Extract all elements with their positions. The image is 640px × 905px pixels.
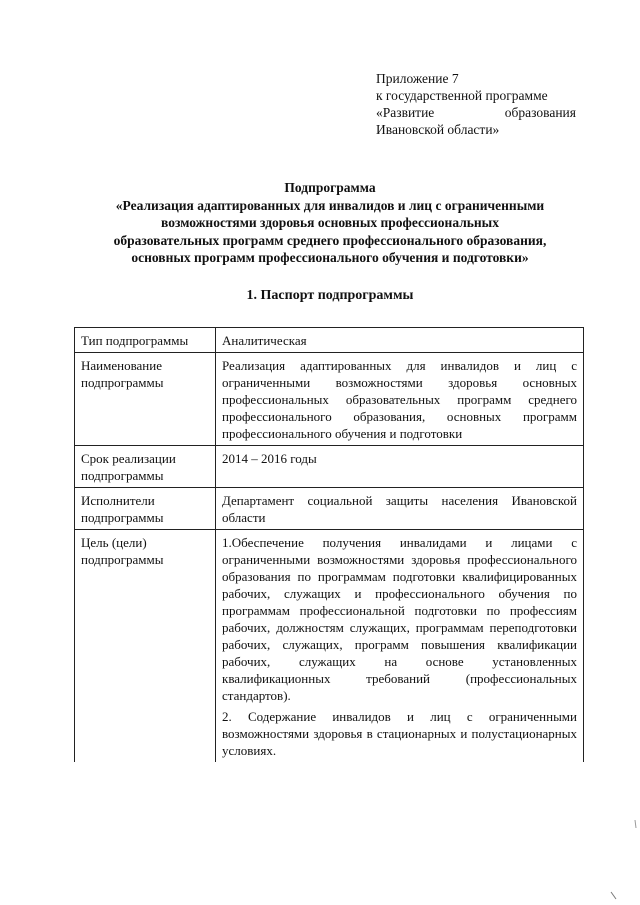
section-heading: 1. Паспорт подпрограммы	[246, 288, 414, 303]
passport-table	[74, 327, 584, 762]
row-label: Срок реализации подпрограммы	[75, 446, 216, 488]
row-label: Наименование подпрограммы	[75, 353, 216, 446]
row-label: Тип подпрограммы	[75, 328, 216, 353]
row-value-paragraph: 2. Содержание инвалидов и лиц с ограниченными возможностями здоровья в стационарных и полустационарных условиях.	[222, 709, 577, 758]
row-label: Цель (цели) подпрограммы	[75, 530, 216, 763]
appendix-line: Ивановской области»	[376, 122, 500, 137]
scan-speck	[635, 820, 636, 828]
row-value-paragraph: 2014 – 2016 годы	[222, 451, 317, 466]
table-row	[75, 328, 584, 353]
appendix-line: «Развитие образования	[376, 105, 576, 120]
row-value-paragraph: Аналитическая	[222, 333, 307, 348]
table-row	[75, 353, 584, 446]
subprogram-title-line: возможностями здоровья основных профессиональных	[161, 215, 499, 230]
row-value-paragraph: 1.Обеспечение получения инвалидами и лицами с ограниченными возможностями здоровья профессионального образования по программам подготовки квалифицированных рабочих, служащих и профессионального обучения по программам профессиональной подготовки по профессиям рабочих, должностям служащих, программам переподготовки рабочих, служащих, программ повышения квалификации рабочих, служащих на основе установленных квалификационных требований (профессиональных стандартов).	[222, 535, 577, 703]
appendix-line: Приложение 7	[376, 71, 459, 86]
subprogram-title-line: основных программ профессионального обучения и подготовки»	[131, 250, 529, 265]
subprogram-title-line: «Реализация адаптированных для инвалидов и лиц с ограниченными	[115, 197, 545, 213]
row-value	[216, 446, 584, 488]
row-value-paragraph: Департамент социальной защиты населения Ивановской области	[222, 493, 577, 525]
table-row	[75, 446, 584, 488]
row-value	[216, 488, 584, 530]
appendix-line: к государственной программе	[376, 88, 548, 103]
scan-speck	[611, 892, 616, 899]
table-row	[75, 488, 584, 530]
subprogram-title-line: образовательных программ среднего профессионального образования,	[113, 232, 547, 248]
appendix-note	[376, 70, 576, 138]
row-value	[216, 328, 584, 353]
subprogram-heading: Подпрограмма	[284, 180, 376, 195]
row-value	[216, 353, 584, 446]
row-value	[216, 530, 584, 763]
subprogram-title	[70, 179, 590, 267]
row-value-paragraph: Реализация адаптированных для инвалидов и лиц с ограниченными возможностями здоровья основных профессиональных образовательных программ среднего профессионального образования, основных программ профессионального обучения и подготовки	[222, 358, 577, 441]
row-label: Исполнители подпрограммы	[75, 488, 216, 530]
table-row	[75, 530, 584, 763]
